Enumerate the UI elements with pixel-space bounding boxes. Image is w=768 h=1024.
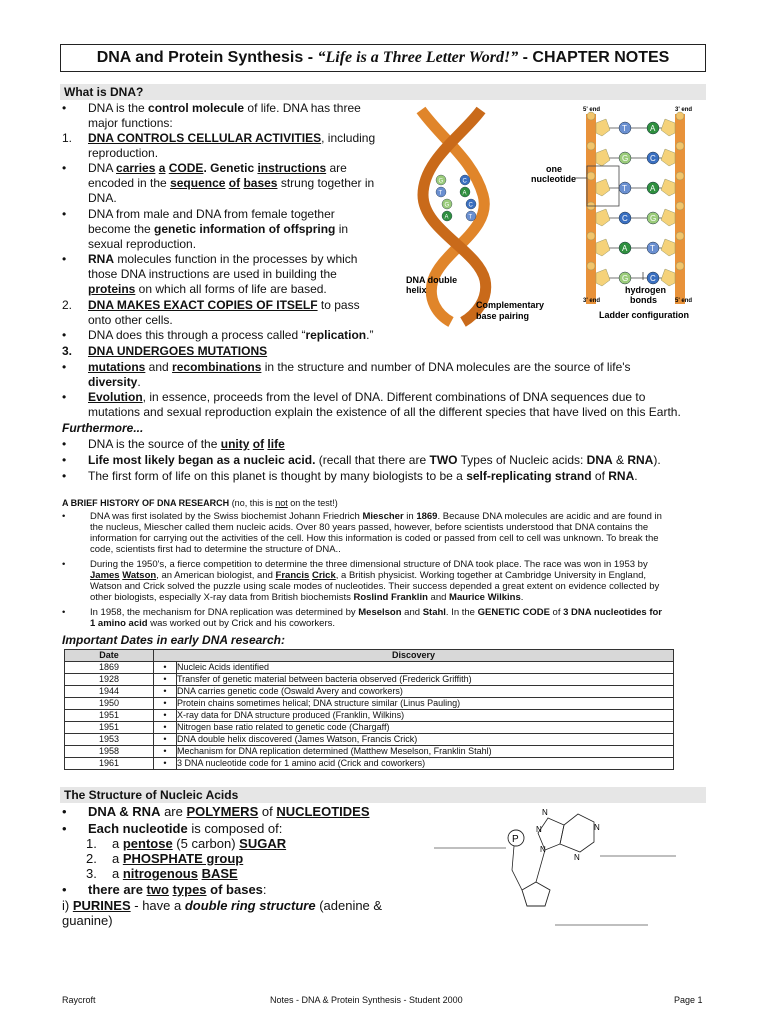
- discovery-text: Transfer of genetic material between bacteria observed (Frederick Griffith): [177, 674, 674, 686]
- sugar-mark: [661, 269, 675, 286]
- helix-base-letter: A: [444, 214, 449, 221]
- base-letter-right: T: [650, 244, 655, 253]
- sugar-mark: [596, 149, 610, 166]
- n-label-1: N: [542, 808, 548, 817]
- dates-row: [65, 674, 674, 686]
- date-year: 1961: [65, 758, 154, 770]
- phosphate-mark: [587, 262, 595, 270]
- discovery-text: DNA carries genetic code (Oswald Avery and coworkers): [177, 686, 674, 698]
- sugar-mark: [661, 119, 675, 136]
- footer-title: Notes - DNA & Protein Synthesis - Student 2000: [270, 995, 463, 1005]
- sugar-mark: [661, 149, 675, 166]
- label-5-end-bottom: 5' end: [675, 298, 693, 304]
- sugar-mark: [661, 209, 675, 226]
- dates-heading: Important Dates in early DNA research:: [62, 633, 285, 647]
- date-year: 1928: [65, 674, 154, 686]
- sugar-mark: [596, 269, 610, 286]
- footer-author: Raycroft: [62, 995, 96, 1005]
- base-letter-left: T: [622, 124, 627, 133]
- label-nucleotide: nucleotide: [531, 174, 577, 184]
- row-bullet: •: [154, 710, 177, 722]
- phosphate-mark: [676, 262, 684, 270]
- base-letter-left: T: [622, 184, 627, 193]
- date-year: 1958: [65, 746, 154, 758]
- date-year: 1944: [65, 686, 154, 698]
- base-letter-right: A: [650, 124, 656, 133]
- history-heading: A BRIEF HISTORY OF DNA RESEARCH (no, this is not on the test!): [62, 498, 338, 508]
- base-letter-right: C: [650, 154, 656, 163]
- dates-row: [65, 758, 674, 770]
- helix-base-letter: G: [444, 202, 450, 209]
- base-letter-right: C: [650, 274, 656, 283]
- n-label-3: N: [594, 823, 600, 832]
- section-heading-what-is-dna: What is DNA?: [60, 84, 706, 100]
- label-base-pairing: base pairing: [476, 311, 530, 321]
- discovery-text: Mechanism for DNA replication determined (Matthew Meselson, Franklin Stahl): [177, 746, 674, 758]
- discovery-text: Nucleic Acids identified: [177, 662, 674, 674]
- page-title: DNA and Protein Synthesis - “Life is a Three Letter Word!” - CHAPTER NOTES: [60, 44, 706, 72]
- discovery-text: Nitrogen base ratio related to genetic code (Chargaff): [177, 722, 674, 734]
- sugar-mark: [661, 239, 675, 256]
- label-dna-double: DNA double: [406, 275, 458, 285]
- phosphate-mark: [587, 232, 595, 240]
- dates-row: [65, 722, 674, 734]
- label-complementary: Complementary: [476, 300, 545, 310]
- phosphate-mark: [587, 142, 595, 150]
- history-item-3: • In 1958, the mechanism for DNA replication was determined by Meselson and Stahl. In the GENETIC CODE of 3 DNA nucleotides for 1 amino acid was worked out by Crick and his coworkers.: [62, 607, 663, 629]
- history-item-2: • During the 1950's, a fierce competition to determine the three dimensional structure of DNA took place. The race was won in 1953 by James Watson, an American biologist, and Francis Crick, a British physicist. Working together at Cambridge University in England, Watson and Crick solved the puzzle using scale modes of nucleotides. Their success depended a great extent on evidence collected by other biologists, especially X-ray data from British biochemists Roslind Franklin and Maurice Wilkins.: [62, 559, 660, 603]
- col-date: Date: [65, 650, 154, 662]
- label-3-end-bottom: 3' end: [583, 298, 601, 304]
- purine-six-ring: [560, 814, 594, 852]
- base-letter-left: A: [622, 244, 628, 253]
- phosphate-mark: [676, 172, 684, 180]
- base-letter-left: G: [622, 274, 629, 283]
- phosphate-mark: [676, 142, 684, 150]
- helix-base-letter: T: [438, 190, 443, 197]
- dates-row: [65, 662, 674, 674]
- date-year: 1953: [65, 734, 154, 746]
- n-label-5: N: [574, 853, 580, 862]
- sugar-mark: [661, 179, 675, 196]
- base-letter-left: G: [622, 154, 629, 163]
- label-bonds: bonds: [630, 295, 657, 305]
- sugar-mark: [596, 209, 610, 226]
- discovery-text: 3 DNA nucleotide code for 1 amino acid (Crick and coworkers): [177, 758, 674, 770]
- date-year: 1950: [65, 698, 154, 710]
- dates-table: [64, 649, 674, 770]
- base-letter-right: A: [650, 184, 656, 193]
- dates-row: [65, 686, 674, 698]
- base-letter-right: G: [650, 214, 657, 223]
- row-bullet: •: [154, 686, 177, 698]
- sugar-mark: [596, 119, 610, 136]
- discovery-text: X-ray data for DNA structure produced (Franklin, Wilkins): [177, 710, 674, 722]
- label-helix: helix: [406, 285, 427, 295]
- footer-page: Page 1: [674, 995, 703, 1005]
- sugar-ring: [522, 882, 550, 906]
- phosphate-mark: [587, 172, 595, 180]
- row-bullet: •: [154, 758, 177, 770]
- helix-base-letter: G: [438, 178, 444, 185]
- label-5-end-top: 5' end: [583, 107, 601, 113]
- sugar-mark: [596, 239, 610, 256]
- label-hydrogen: hydrogen: [625, 285, 667, 295]
- purines-text: i) PURINES - have a double ring structure (adenine & guanine): [62, 898, 383, 928]
- phosphate-mark: [676, 232, 684, 240]
- nucleotide-diagram: [430, 800, 680, 930]
- row-bullet: •: [154, 722, 177, 734]
- dates-row: [65, 710, 674, 722]
- row-bullet: •: [154, 674, 177, 686]
- phosphate-link: [512, 846, 522, 890]
- section-heading-structure: The Structure of Nucleic Acids: [60, 787, 706, 803]
- furthermore-label: Furthermore...: [62, 421, 144, 435]
- label-one: one: [546, 164, 563, 174]
- helix-base-letter: C: [462, 178, 467, 185]
- n-label-2: N: [536, 825, 542, 834]
- helix-base-letter: A: [462, 190, 467, 197]
- helix-base-letter: C: [468, 202, 473, 209]
- dates-row: [65, 734, 674, 746]
- history-item-1: • DNA was first isolated by the Swiss biochemist Johann Friedrich Miescher in 1869. Because DNA molecules are acidic and are found in the nucleus, Miescher called them nucleic acids. Over 80 years passed, however, before scientists understood that DNA contains the information for carrying out the activities of the cell. How this information is coded or passed from cell to cell was unknown. To break the code, scientists first had to determine the structure of DNA..: [62, 511, 662, 555]
- row-bullet: •: [154, 662, 177, 674]
- discovery-text: DNA double helix discovered (James Watson, Francis Crick): [177, 734, 674, 746]
- label-3-end-top: 3' end: [675, 107, 693, 113]
- row-bullet: •: [154, 746, 177, 758]
- date-year: 1951: [65, 710, 154, 722]
- date-year: 1951: [65, 722, 154, 734]
- phosphate-mark: [587, 112, 595, 120]
- base-letter-left: C: [622, 214, 628, 223]
- discovery-text: Protein chains sometimes helical; DNA structure similar (Linus Pauling): [177, 698, 674, 710]
- sugar-mark: [596, 179, 610, 196]
- label-ladder-configuration: Ladder configuration: [599, 310, 689, 320]
- row-bullet: •: [154, 734, 177, 746]
- dna-structure-figure: [403, 100, 708, 330]
- col-discovery: Discovery: [154, 650, 674, 662]
- phosphate-mark: [676, 112, 684, 120]
- n-label-4: N: [540, 845, 546, 854]
- phosphate-label: P: [512, 834, 519, 845]
- row-bullet: •: [154, 698, 177, 710]
- dates-row: [65, 746, 674, 758]
- phosphate-mark: [676, 202, 684, 210]
- date-year: 1869: [65, 662, 154, 674]
- dates-row: [65, 698, 674, 710]
- glycosidic-bond: [536, 850, 545, 882]
- helix-base-letter: T: [468, 214, 473, 221]
